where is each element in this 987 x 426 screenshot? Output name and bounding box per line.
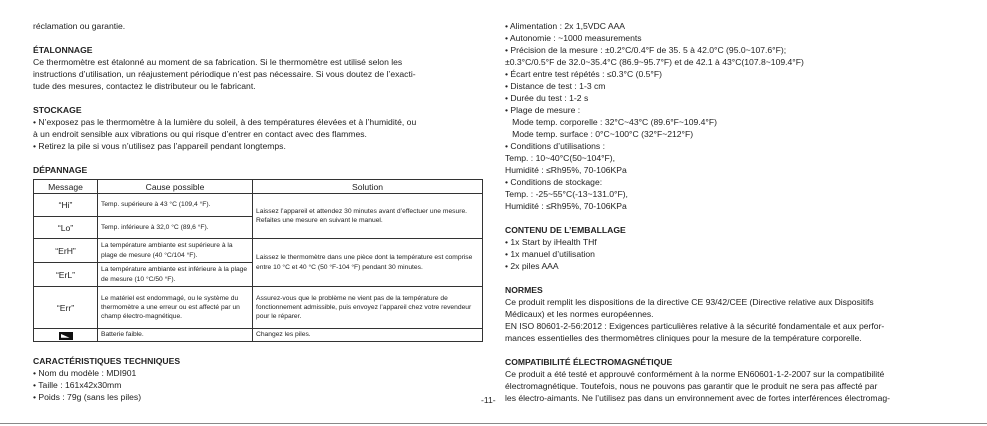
norms-line: mances essentielles des thermomètres cliniques pour la mesure de la température corporelle. <box>505 333 862 343</box>
low-battery-icon <box>59 332 73 340</box>
message-cell <box>34 329 98 342</box>
norms-line: EN ISO 80601-2-56:2012 : Exigences particulières relative à la sécurité fondamentale et aux perfor- <box>505 321 885 331</box>
column-header-message: Message <box>34 180 98 194</box>
page-bottom-rule <box>0 423 987 424</box>
intro-text: réclamation ou garantie. <box>33 21 126 31</box>
message-cell: “Err” <box>34 287 98 329</box>
emc-line: les électro-aimants. Ne l’utilisez pas dans un environnement avec de fortes interférences électromag- <box>505 393 890 403</box>
storage-line: • N’exposez pas le thermomètre à la lumière du soleil, à des températures élevées et à l’humidité, ou <box>33 117 417 127</box>
specs-line: • Taille : 161x42x30mm <box>33 380 122 390</box>
norms-heading: NORMES <box>505 285 543 295</box>
column-header-solution: Solution <box>253 180 483 194</box>
page-number: -11- <box>481 395 496 405</box>
emc-line: Ce produit a été testé et approuvé conformément à la norme EN60601-1-2-2007 sur la compatibilité <box>505 369 885 379</box>
specs-heading: CARACTÉRISTIQUES TECHNIQUES <box>33 356 181 366</box>
troubleshooting-table <box>33 179 483 342</box>
spec-line: • Précision de la mesure : ±0.2°C/0.4°F de 35. 5 à 42.0°C (95.0~107.6°F); <box>505 45 787 55</box>
message-cell: “Hi” <box>34 194 98 217</box>
spec-line: ±0.3°C/0.5°F de 32.0~35.4°C (86.9~95.7°F) et de 42.1 à 43°C(107.8~109.4°F) <box>505 57 804 67</box>
spec-line: Temp. : -25~55°C(-13~131.0°F), <box>505 189 628 199</box>
specs-line: • Poids : 79g (sans les piles) <box>33 392 142 402</box>
message-cell: “ErL” <box>34 263 98 287</box>
spec-line: • Conditions de stockage: <box>505 177 603 187</box>
column-header-cause: Cause possible <box>98 180 253 194</box>
solution-cell: Changez les piles. <box>253 329 483 342</box>
troubleshooting-heading: DÉPANNAGE <box>33 165 88 175</box>
message-cell: “Lo” <box>34 217 98 239</box>
cause-cell: Le matériel est endommagé, ou le système du thermomètre a une erreur ou est affecté par un champ électro-magnétique. <box>98 287 253 329</box>
table-header-row <box>34 180 483 194</box>
calibration-line: Ce thermomètre est étalonné au moment de sa fabrication. Si le thermomètre est utilisé selon les <box>33 57 403 67</box>
calibration-line: instructions d’utilisation, un réajustement périodique n’est pas nécessaire. Si vous doutez de l’exacti- <box>33 69 416 79</box>
spec-line: • Conditions d’utilisations : <box>505 141 605 151</box>
norms-line: Médicaux) et les normes européennes. <box>505 309 654 319</box>
calibration-heading: ÉTALONNAGE <box>33 45 93 55</box>
spec-line: • Plage de mesure : <box>505 105 581 115</box>
spec-line: • Autonomie : ~1000 measurements <box>505 33 642 43</box>
storage-line: à un endroit sensible aux vibrations ou qui risque d’entrer en contact avec des flammes. <box>33 129 367 139</box>
emc-line: électromagnétique. Toutefois, nous ne pouvons pas garantir que le produit ne sera pas affecté par <box>505 381 878 391</box>
message-cell: “ErH” <box>34 239 98 263</box>
spec-line: • Alimentation : 2x 1,5VDC AAA <box>505 21 626 31</box>
table-row <box>34 194 483 217</box>
solution-cell: Laissez le thermomètre dans une pièce dont la température est comprise entre 10 °C et 40 °C (50 °F-104 °F) pendant 30 minutes. <box>253 239 483 287</box>
spec-line: Temp. : 10~40°C(50~104°F), <box>505 153 616 163</box>
table-row <box>34 239 483 263</box>
package-line: • 1x Start by iHealth THf <box>505 237 597 247</box>
calibration-line: tude des mesures, contactez le distributeur ou le fabricant. <box>33 81 256 91</box>
package-line: • 2x piles AAA <box>505 261 559 271</box>
package-line: • 1x manuel d’utilisation <box>505 249 595 259</box>
spec-line: Mode temp. corporelle : 32°C~43°C (89.6°F~109.4°F) <box>505 117 717 127</box>
storage-heading: STOCKAGE <box>33 105 82 115</box>
spec-line: Mode temp. surface : 0°C~100°C (32°F~212°F) <box>505 129 694 139</box>
cause-cell: La température ambiante est supérieure à la plage de mesure (40 °C/104 °F). <box>98 239 253 263</box>
spec-line: • Écart entre test répétés : ≤0.3°C (0.5°F) <box>505 69 662 79</box>
package-heading: CONTENU DE L’EMBALLAGE <box>505 225 626 235</box>
specs-line: • Nom du modèle : MDI901 <box>33 368 137 378</box>
norms-line: Ce produit remplit les dispositions de la directive CE 93/42/CEE (Directive relative aux Dispositifs <box>505 297 874 307</box>
storage-line: • Retirez la pile si vous n’utilisez pas l’appareil pendant longtemps. <box>33 141 286 151</box>
table-row <box>34 329 483 342</box>
spec-line: • Durée du test : 1-2 s <box>505 93 589 103</box>
table-row <box>34 287 483 329</box>
cause-cell: Temp. inférieure à 32,0 °C (89,6 °F). <box>98 217 253 239</box>
cause-cell: Batterie faible. <box>98 329 253 342</box>
solution-cell: Laissez l’appareil et attendez 30 minutes avant d’effectuer une mesure. Refaites une mesure en suivant le manuel. <box>253 194 483 239</box>
emc-heading: COMPATIBILITÉ ÉLECTROMAGNÉTIQUE <box>505 357 673 367</box>
spec-line: Humidité : ≤Rh95%, 70-106KPa <box>505 201 627 211</box>
solution-cell: Assurez-vous que le problème ne vient pas de la température de fonctionnement admissible, puis envoyez l’appareil chez votre revendeur pour le réparer. <box>253 287 483 329</box>
cause-cell: La température ambiante est inférieure à la plage de mesure (10 °C/50 °F). <box>98 263 253 287</box>
spec-line: Humidité : ≤Rh95%, 70-106KPa <box>505 165 627 175</box>
spec-line: • Distance de test : 1-3 cm <box>505 81 606 91</box>
cause-cell: Temp. supérieure à 43 °C (109,4 °F). <box>98 194 253 217</box>
